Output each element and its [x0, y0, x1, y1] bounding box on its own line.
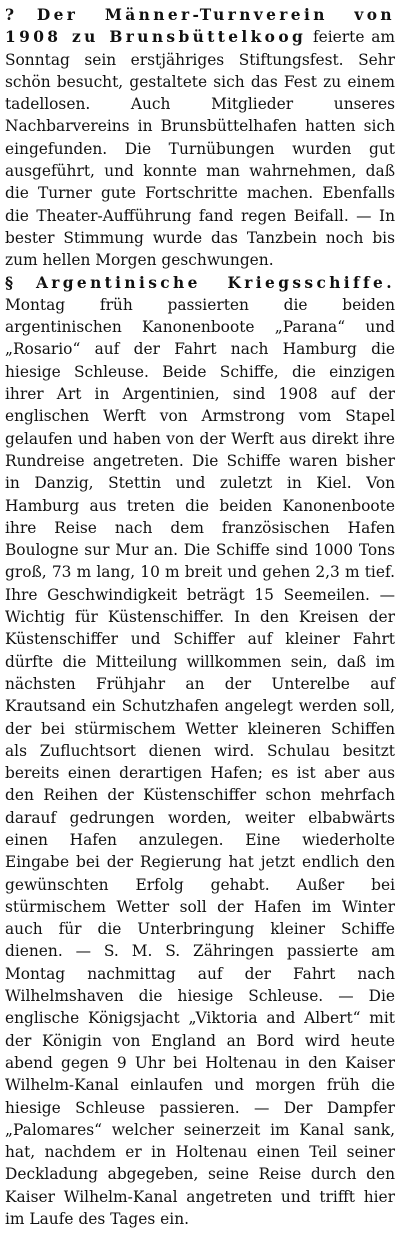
paragraph-lead: Der Männer-Turnverein von 1908 zu Brunsbüttelkoog	[5, 6, 395, 47]
article-paragraph-turnverein	[5, 4, 395, 272]
article-paragraph-kriegsschiffe	[5, 272, 395, 1231]
section-mark: ?	[5, 6, 15, 24]
paragraph-lead: Argentinische Kriegsschiffe.	[35, 273, 395, 292]
section-mark: §	[5, 273, 14, 292]
paragraph-body: feierte am Sonntag sein erstjähriges Stiftungsfest. Sehr schön besucht, gestaltete sich das Fest zu einem tadellosen. Auch Mitglieder unseres Nachbarvereins in Brunsbüttelhafen hatten sich eingefunden. Die Turnübungen wurden gut ausgeführt, und konnte man wahrnehmen, daß die Turner gute Fortschritte machen. Ebenfalls die Theater-Aufführung fand regen Beifall. — In bester Stimmung wurde das Tanzbein noch bis zum hellen Morgen geschwungen.	[5, 28, 395, 270]
paragraph-body: Montag früh passierten die beiden argentinischen Kanonenboote „Parana“ und „Rosario“ auf der Fahrt nach Hamburg die hiesige Schleuse. Beide Schiffe, die einzigen ihrer Art in Argentinien, sind 1908 auf der englischen Werft von Armstrong vom Stapel gelaufen und haben von der Werft aus direkt ihre Rundreise angetreten. Die Schiffe waren bisher in Danzig, Stettin und zuletzt in Kiel. Von Hamburg aus treten die beiden Kanonenboote ihre Reise nach dem französischen Hafen Boulogne sur Mur an. Die Schiffe sind 1000 Tons groß, 73 m lang, 10 m breit und gehen 2,3 m tief. Ihre Geschwindigkeit beträgt 15 Seemeilen. — Wichtig für Küstenschiffer. In den Kreisen der Küstenschiffer und Schiffer auf kleiner Fahrt dürfte die Mitteilung willkommen sein, daß im nächsten Frühjahr an der Unterelbe auf Krautsand ein Schutzhafen angelegt werden soll, der bei stürmischem Wetter kleineren Schiffen als Zufluchtsort dienen wird. Schulau besitzt bereits einen derartigen Hafen; es ist aber aus den Reihen der Küstenschiffer schon mehrfach darauf gedrungen worden, weiter elbabwärts einen Hafen anzulegen. Eine wiederholte Eingabe bei der Regierung hat jetzt endlich den gewünschten Erfolg gehabt. Außer bei stürmischem Wetter soll der Hafen im Winter auch für die Unterbringung kleiner Schiffe dienen. — S. M. S. Zähringen passierte am Montag nachmittag auf der Fahrt nach Wilhelmshaven die hiesige Schleuse. — Die englische Königsjacht „Viktoria and Albert“ mit der Königin von England an Bord wird heute abend gegen 9 Uhr bei Holtenau in den Kaiser Wilhelm-Kanal einlaufen und morgen früh die hiesige Schleuse passieren. — Der Dampfer „Palomares“ welcher seinerzeit im Kanal sank, hat, nachdem er in Holtenau einen Teil seiner Deckladung abgegeben, seine Reise durch den Kaiser Wilhelm-Kanal angetreten und trifft hier im Laufe des Tages ein.	[5, 295, 395, 1229]
